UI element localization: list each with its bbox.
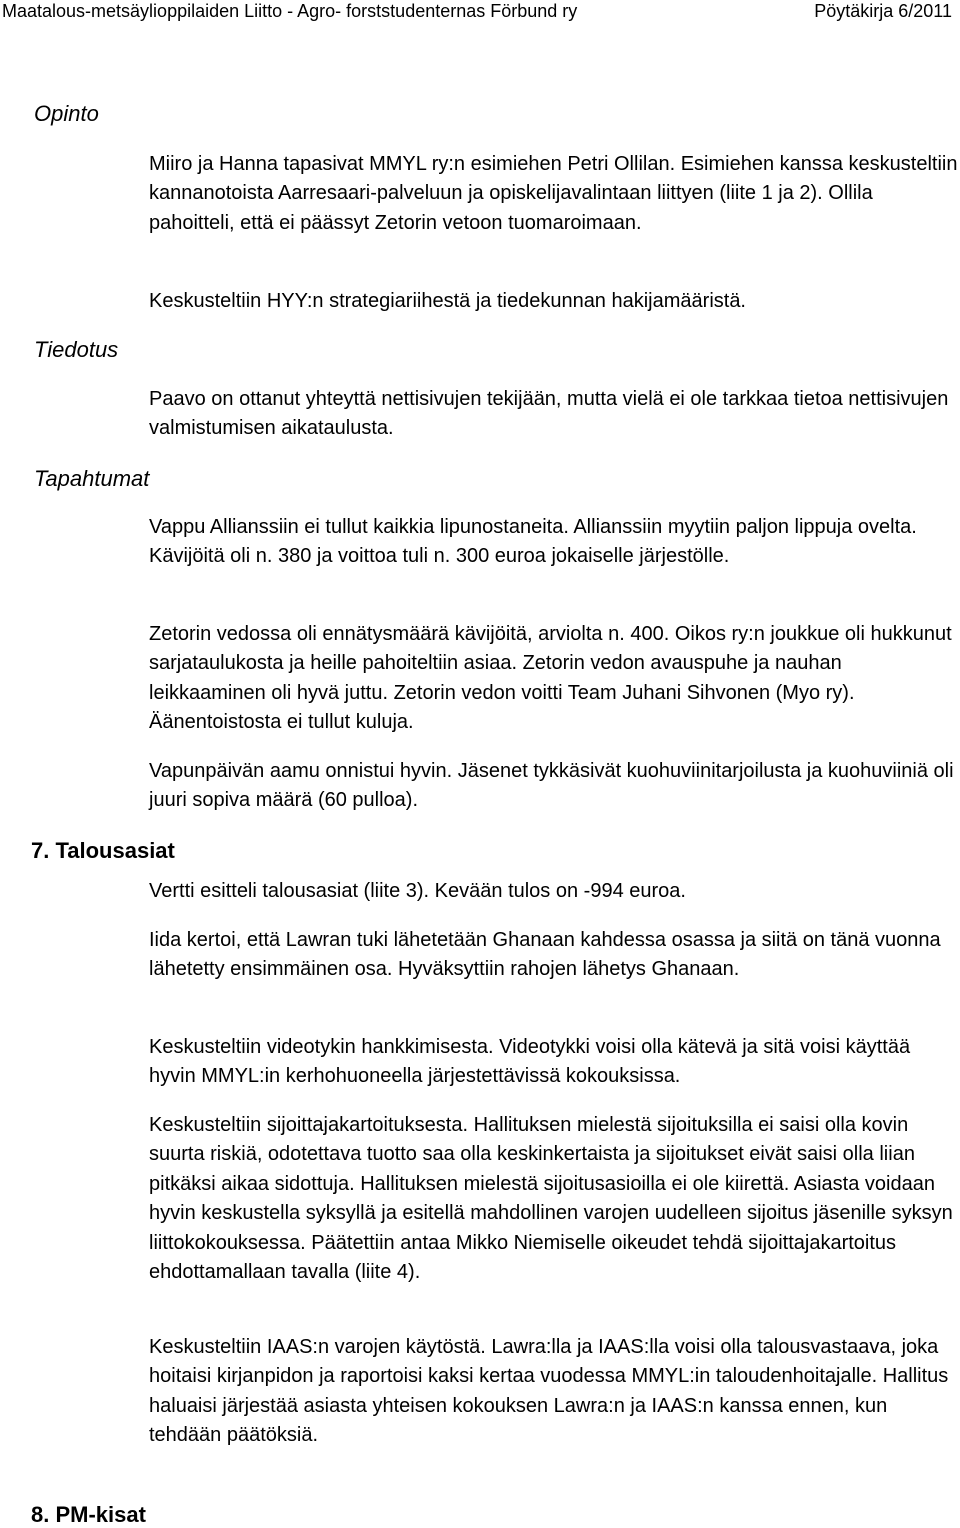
section-heading-opinto: Opinto <box>34 101 99 126</box>
header-document-id: Pöytäkirja 6/2011 <box>814 1 952 21</box>
section-heading-tiedotus: Tiedotus <box>34 337 119 362</box>
paragraph-talous-result: Vertti esitteli talousasiat (liite 3). Kevään tulos on -994 euroa. <box>149 880 686 902</box>
paragraph-website: Paavo on ottanut yhteyttä nettisivujen tekijään, mutta vielä ei ole tarkkaa tietoa nettisivujen valmistumisen aikataulusta. <box>149 388 949 440</box>
paragraph-videotykki: Keskusteltiin videotykin hankkimisesta. Videotykki voisi olla kätevä ja sitä voisi käyttää hyvin MMYL:in kerhohuoneella järjestettävissä kokouksissa. <box>149 1036 911 1088</box>
paragraph-zetorin-veto: Zetorin vedossa oli ennätysmäärä kävijöitä, arviolta n. 400. Oikos ry:n joukkue oli hukkunut sarjataulukosta ja heille pahoiteltiin asiaa. Zetorin vedon avauspuhe ja nauhan leikkaaminen oli hyvä juttu. Zetorin vedon voitti Team Juhani Sihvonen (Myo ry). Äänentoistosta ei tullut kuluja. <box>149 623 952 734</box>
paragraph-iaas-varat: Keskusteltiin IAAS:n varojen käytöstä. Lawra:lla ja IAAS:lla voisi olla talousvastaava, joka hoitaisi kirjanpidon ja raportoisi kaksi kertaa vuodessa MMYL:in taloudenhoitajalle. Hallitus haluaisi järjestää asiasta yhteisen kokouksen Lawra:n ja IAAS:n kanssa ennen, kun tehdään päätöksiä. <box>149 1336 949 1447</box>
section-heading-tapahtumat: Tapahtumat <box>34 466 150 491</box>
paragraph-lawra-ghana: Iida kertoi, että Lawran tuki lähetetään Ghanaan kahdessa osassa ja siitä on tänä vuonna lähetetty ensimmäinen osa. Hyväksyttiin rahojen lähetys Ghanaan. <box>149 929 941 981</box>
paragraph-hyy-strategy: Keskusteltiin HYY:n strategiariihestä ja tiedekunnan hakijamääristä. <box>149 290 746 312</box>
page-header <box>0 0 960 40</box>
header-organization: Maatalous-metsäylioppilaiden Liitto - Agro- forststudenternas Förbund ry <box>2 1 578 21</box>
paragraph-vapunpaiva: Vapunpäivän aamu onnistui hyvin. Jäsenet tykkäsivät kuohuviinitarjoilusta ja kuohuviiniä oli juuri sopiva määrä (60 pulloa). <box>149 760 954 812</box>
paragraph-vappu-allianssi: Vappu Allianssiin ei tullut kaikkia lipunostaneita. Allianssiin myytiin paljon lippuja ovelta. Kävijöitä oli n. 380 ja voittoa tuli n. 300 euroa jokaiselle järjestölle. <box>149 516 917 568</box>
paragraph-sijoittajakartoitus: Keskusteltiin sijoittajakartoituksesta. Hallituksen mielestä sijoituksilla ei saisi olla kovin suurta riskiä, odotettava tuotto saa olla keskinkertaista ja sijoitukset eivät saisi olla liian pitkäksi aikaa sidottuja. Hallituksen mielestä sijoitusasioilla ei ole kiirettä. Asiasta voidaan hyvin keskustella syksyllä ja esitellä mahdollinen varojen uudelleen sijoitus jäsenille syksyn liittokokouksessa. Päätettiin antaa Mikko Niemiselle oikeudet tehdä sijoittajakartoitus ehdottamallaan tavalla (liite 4). <box>149 1114 953 1284</box>
paragraph-opinto-meeting: Miiro ja Hanna tapasivat MMYL ry:n esimiehen Petri Ollilan. Esimiehen kanssa keskusteltiin kannanotoista Aarresaari-palveluun ja opiskelijavalintaan liittyen (liite 1 ja 2). Ollila pahoitteli, että ei päässyt Zetorin vetoon tuomaroimaan. <box>149 153 958 234</box>
section-heading-talousasiat: 7. Talousasiat <box>31 838 175 863</box>
section-heading-pm-kisat: 8. PM-kisat <box>31 1502 146 1527</box>
